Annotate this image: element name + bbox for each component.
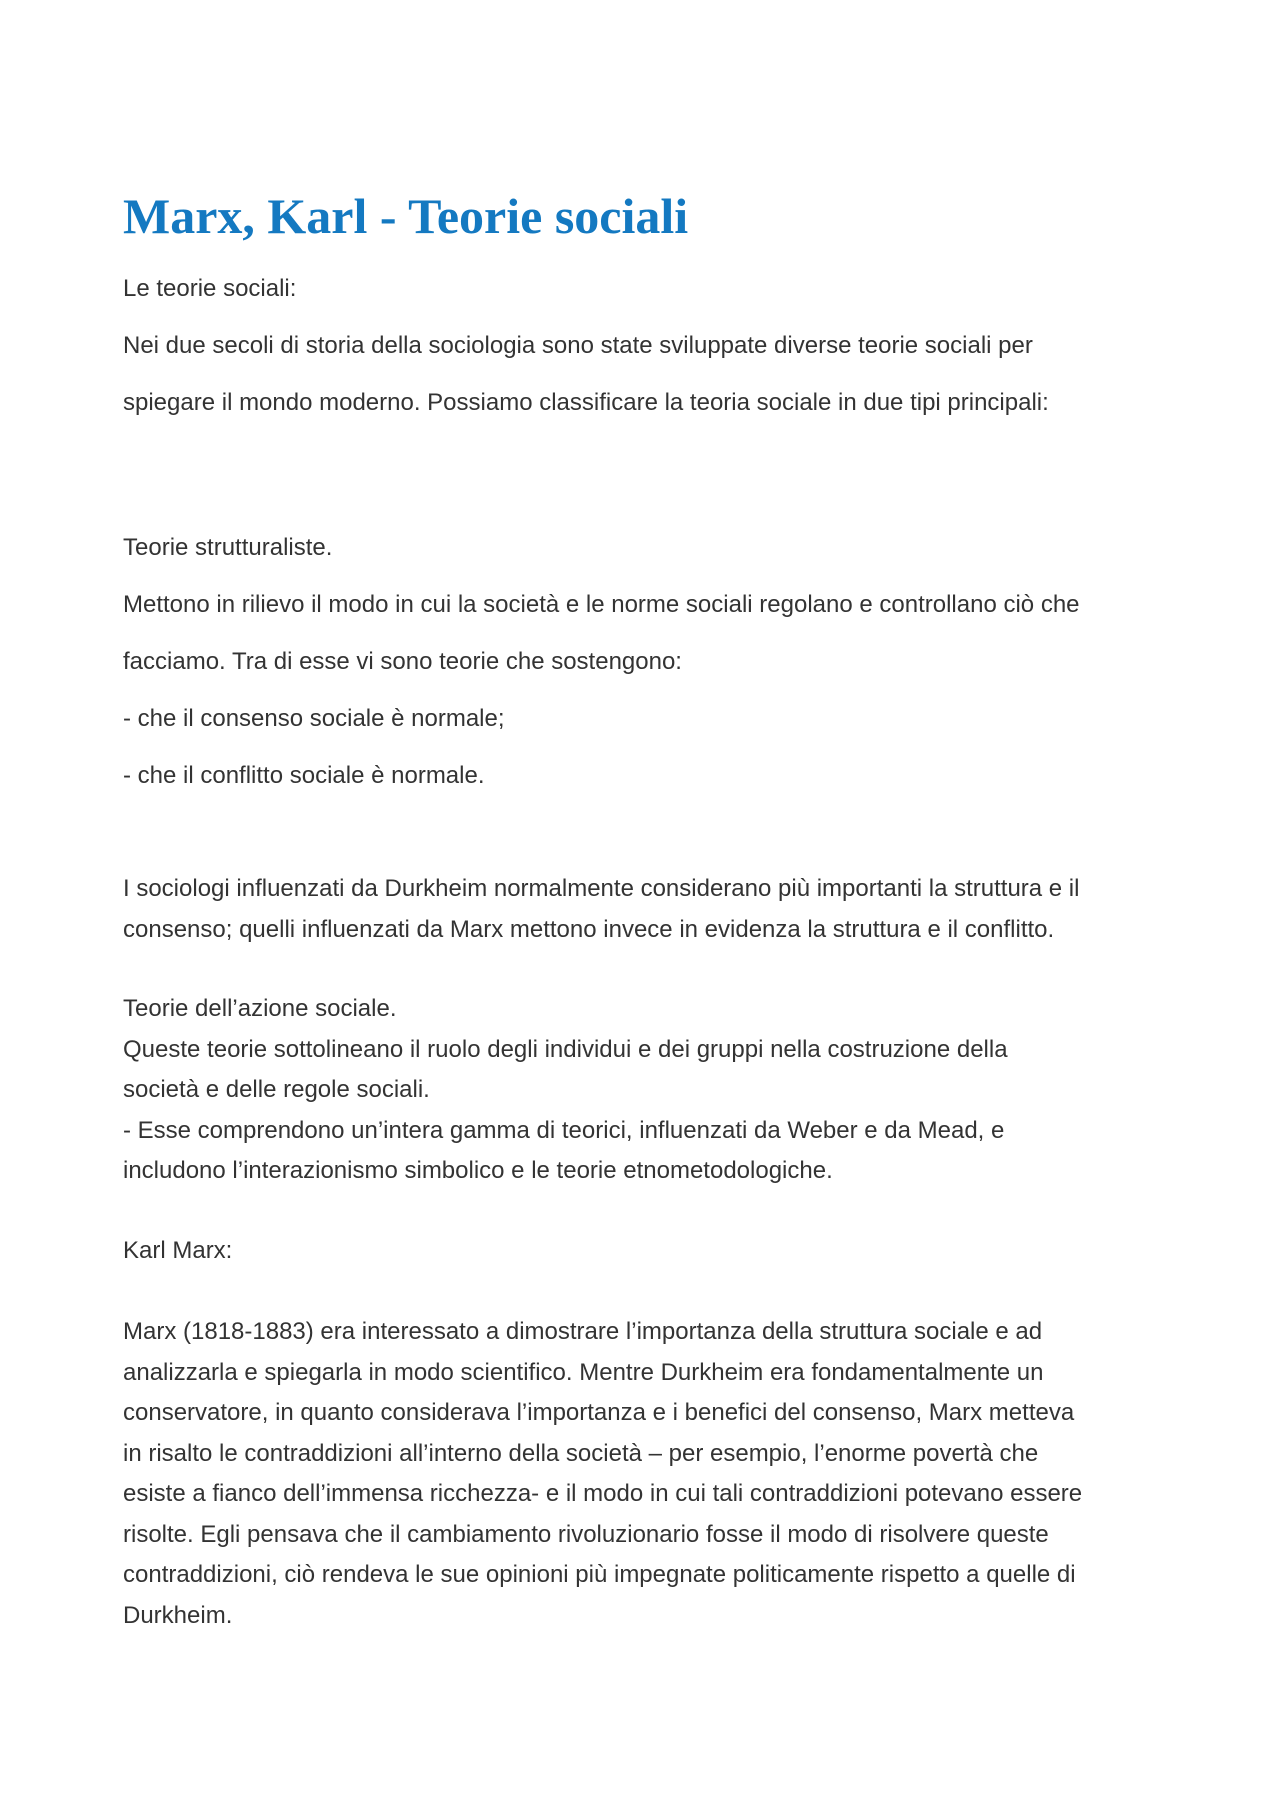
- marx-line: Marx (1818-1883) era interessato a dimostrare l’importanza della struttura sociale e ad: [123, 1318, 1043, 1345]
- action-line: Queste teorie sottolineano il ruolo degli individui e dei gruppi nella costruzione della: [123, 1035, 1008, 1063]
- marx-line: esiste a fianco dell’immensa ricchezza- e il modo in cui tali contraddizioni potevano essere: [123, 1480, 1083, 1507]
- action-line: - Esse comprendono un’intera gamma di teorici, influenzati da Weber e da Mead, e: [123, 1116, 1005, 1144]
- intro-line: spiegare il mondo moderno. Possiamo classificare la teoria sociale in due tipi principali:: [123, 389, 1049, 416]
- marx-line: contraddizioni, ciò rendeva le sue opinioni più impegnate politicamente rispetto a quelle di: [123, 1561, 1076, 1588]
- action-line: includono l’interazionismo simbolico e le teorie etnometodologiche.: [123, 1157, 833, 1184]
- intro-heading: Le teorie sociali:: [123, 275, 297, 302]
- action-line: società e delle regole sociali.: [123, 1076, 430, 1103]
- structural-bullet: - che il consenso sociale è normale;: [123, 705, 505, 732]
- marx-line: in risalto le contraddizioni all’interno della società – per esempio, l’enorme povertà che: [123, 1439, 1039, 1467]
- sociologists-line: I sociologi influenzati da Durkheim normalmente considerano più importanti la struttura e il: [123, 875, 1080, 902]
- sociologists-line: consenso; quelli influenzati da Marx mettono invece in evidenza la struttura e il conflitto.: [123, 915, 1055, 943]
- page-title: Marx, Karl - Teorie sociali: [123, 188, 689, 244]
- marx-line: analizzarla e spiegarla in modo scientifico. Mentre Durkheim era fondamentalmente un: [123, 1358, 1044, 1386]
- structural-heading: Teorie strutturaliste.: [123, 534, 333, 561]
- marx-heading: Karl Marx:: [123, 1237, 233, 1264]
- structural-line: facciamo. Tra di esse vi sono teorie che sostengono:: [123, 648, 682, 675]
- action-heading: Teorie dell’azione sociale.: [123, 995, 397, 1022]
- marx-line: Durkheim.: [123, 1601, 233, 1629]
- intro-line: Nei due secoli di storia della sociologia sono state sviluppate diverse teorie sociali per: [123, 332, 1033, 359]
- structural-line: Mettono in rilievo il modo in cui la società e le norme sociali regolano e controllano ciò che: [123, 591, 1080, 618]
- marx-line: conservatore, in quanto considerava l’importanza e i benefici del consenso, Marx metteva: [123, 1399, 1075, 1426]
- structural-bullet: - che il conflitto sociale è normale.: [123, 762, 485, 789]
- marx-line: risolte. Egli pensava che il cambiamento rivoluzionario fosse il modo di risolvere queste: [123, 1520, 1049, 1548]
